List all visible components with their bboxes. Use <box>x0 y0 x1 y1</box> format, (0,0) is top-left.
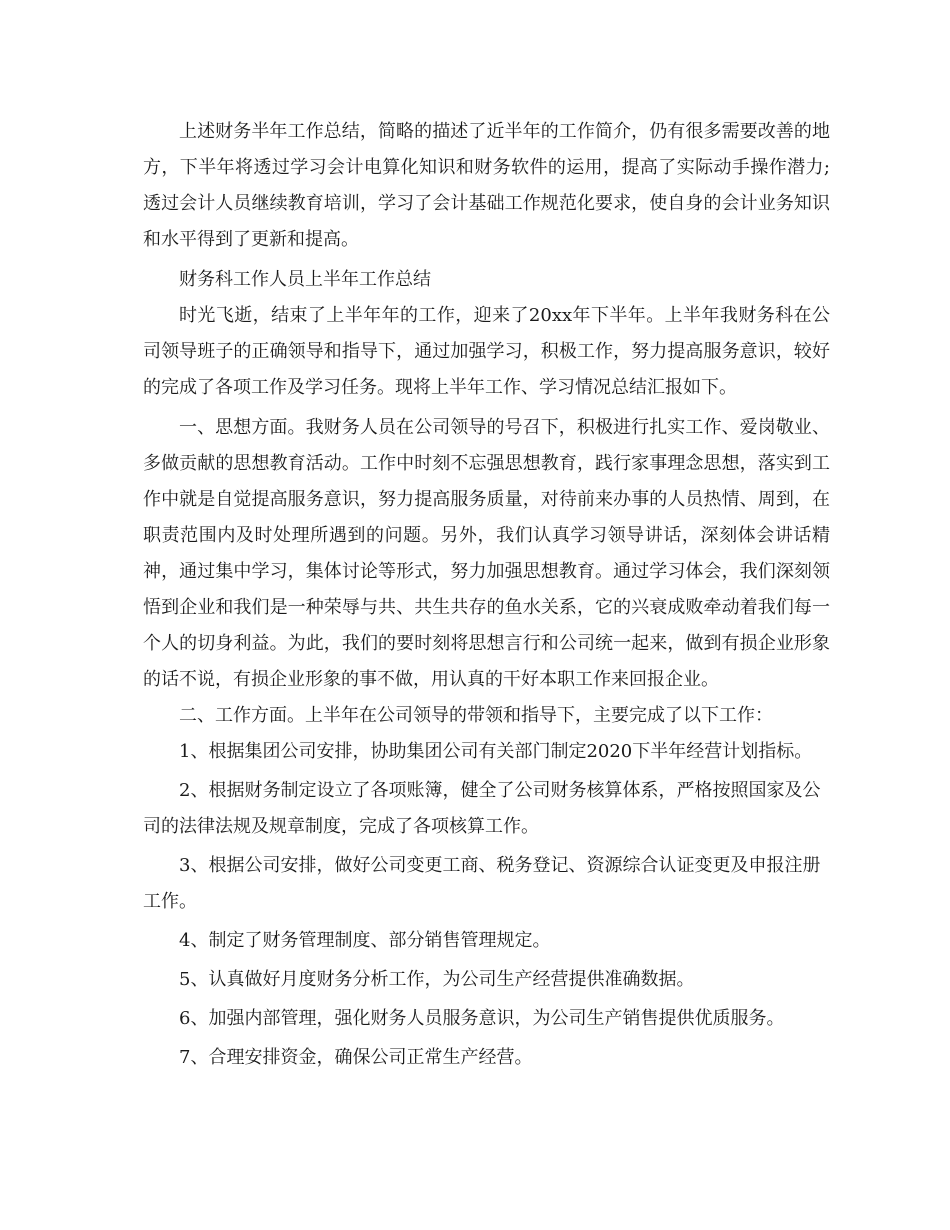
intro-paragraph: 时光飞逝，结束了上半年年的工作，迎来了20xx年下半年。上半年我财务科在公司领导班子的正确领导和指导下，通过加强学习，积极工作，努力提高服务意识，较好的完成了各项工作及学习任务。现将上半年工作、学习情况总结汇报如下。 <box>143 305 830 398</box>
list-item: 6、加强内部管理，强化财务人员服务意识，为公司生产销售提供优质服务。 <box>179 1008 785 1029</box>
list-item: 3、根据公司安排，做好公司变更工商、税务登记、资源综合认证变更及申报注册工作。 <box>143 855 821 912</box>
list-item: 4、制定了财务管理制度、部分销售管理规定。 <box>179 930 551 951</box>
summary-paragraph: 上述财务半年工作总结，简略的描述了近半年的工作简介，仍有很多需要改善的地方，下半年将透过学习会计电算化知识和财务软件的运用，提高了实际动手操作潜力;透过会计人员继续教育培训，学习了会计基础工作规范化要求，使自身的会计业务知识和水平得到了更新和提高。 <box>143 121 830 250</box>
list-item: 7、合理安排资金，确保公司正常生产经营。 <box>179 1047 533 1068</box>
work-section-paragraph: 二、工作方面。上半年在公司领导的带领和指导下，主要完成了以下工作： <box>179 705 773 726</box>
section-title: 财务科工作人员上半年工作总结 <box>179 269 431 290</box>
list-item: 2、根据财务制定设立了各项账簿，健全了公司财务核算体系，严格按照国家及公司的法律法规及规章制度，完成了各项核算工作。 <box>143 780 821 837</box>
list-item: 1、根据集团公司安排，协助集团公司有关部门制定2020下半年经营计划指标。 <box>179 741 813 762</box>
list-item: 5、认真做好月度财务分析工作，为公司生产经营提供准确数据。 <box>179 969 695 990</box>
thought-section-paragraph: 一、思想方面。我财务人员在公司领导的号召下，积极进行扎实工作、爱岗敬业、多做贡献的思想教育活动。工作中时刻不忘强思想教育，践行家事理念思想，落实到工作中就是自觉提高服务意识，努力提高服务质量，对待前来办事的人员热情、周到，在职责范围内及时处理所遇到的问题。另外，我们认真学习领导讲话，深刻体会讲话精神，通过集中学习，集体讨论等形式，努力加强思想教育。通过学习体会，我们深刻领悟到企业和我们是一种荣辱与共、共生共存的鱼水关系，它的兴衰成败牵动着我们每一个人的切身利益。为此，我们的要时刻将思想言行和公司统一起来，做到有损企业形象的话不说，有损企业形象的事不做，用认真的干好本职工作来回报企业。 <box>143 417 830 690</box>
